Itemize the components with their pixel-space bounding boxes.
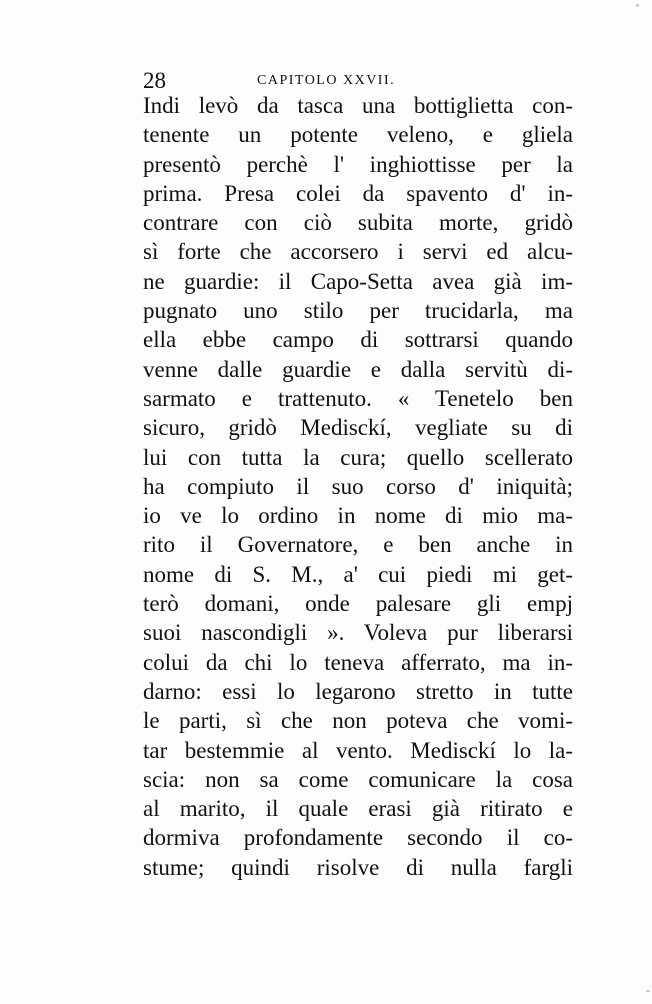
- text-line: contrare con ciò subita morte, gridò: [143, 210, 573, 236]
- text-line: ne guardie: il Capo-Setta avea già im-: [143, 268, 573, 294]
- text-line: al marito, il quale erasi già ritirato e: [143, 796, 573, 822]
- page-edge-speck: [646, 990, 650, 992]
- text-line: le parti, sì che non poteva che vomi-: [143, 708, 573, 734]
- text-line: nome di S. M., a' cui piedi mi get-: [143, 561, 573, 587]
- text-line: colui da chi lo teneva afferrato, ma in-: [143, 649, 573, 675]
- text-line: sarmato e trattenuto. « Tenetelo ben: [143, 385, 573, 411]
- text-line: rito il Governatore, e ben anche in: [143, 532, 573, 558]
- text-line: ella ebbe campo di sottrarsi quando: [143, 327, 573, 353]
- text-line: lui con tutta la cura; quello scellerato: [143, 444, 573, 470]
- text-line: Indi levò da tasca una bottiglietta con-: [143, 93, 573, 118]
- text-line: venne dalle guardie e dalla servitù di-: [143, 356, 573, 382]
- text-line: stume; quindi risolve di nulla fargli: [143, 854, 573, 880]
- text-line: suoi nascondigli ». Voleva pur liberarsi: [143, 620, 573, 646]
- text-line: io ve lo ordino in nome di mio ma-: [143, 503, 573, 529]
- text-line: dormiva profondamente secondo il co-: [143, 825, 573, 851]
- text-line: sicuro, gridò Medisckí, vegliate su di: [143, 415, 573, 441]
- text-line: tenente un potente veleno, e gliela: [143, 122, 573, 148]
- text-line: terò domani, onde palesare gli empj: [143, 591, 573, 617]
- page-number: 28: [143, 68, 166, 93]
- text-line: darno: essi lo legarono stretto in tutte: [143, 678, 573, 704]
- text-line: ha compiuto il suo corso d' iniquità;: [143, 473, 573, 499]
- text-line: pugnato uno stilo per trucidarla, ma: [143, 298, 573, 324]
- text-line: tar bestemmie al vento. Medisckí lo la-: [143, 737, 573, 763]
- text-line: sì forte che accorsero i servi ed alcu-: [143, 239, 573, 265]
- running-head: CAPITOLO XXVII.: [257, 73, 396, 88]
- text-line: prima. Presa colei da spavento d' in-: [143, 180, 573, 206]
- body-text: [143, 91, 573, 882]
- text-line: scia: non sa come comunicare la cosa: [143, 766, 573, 792]
- text-line: presentò perchè l' inghiottisse per la: [143, 151, 573, 177]
- page-edge-speck: [636, 4, 639, 7]
